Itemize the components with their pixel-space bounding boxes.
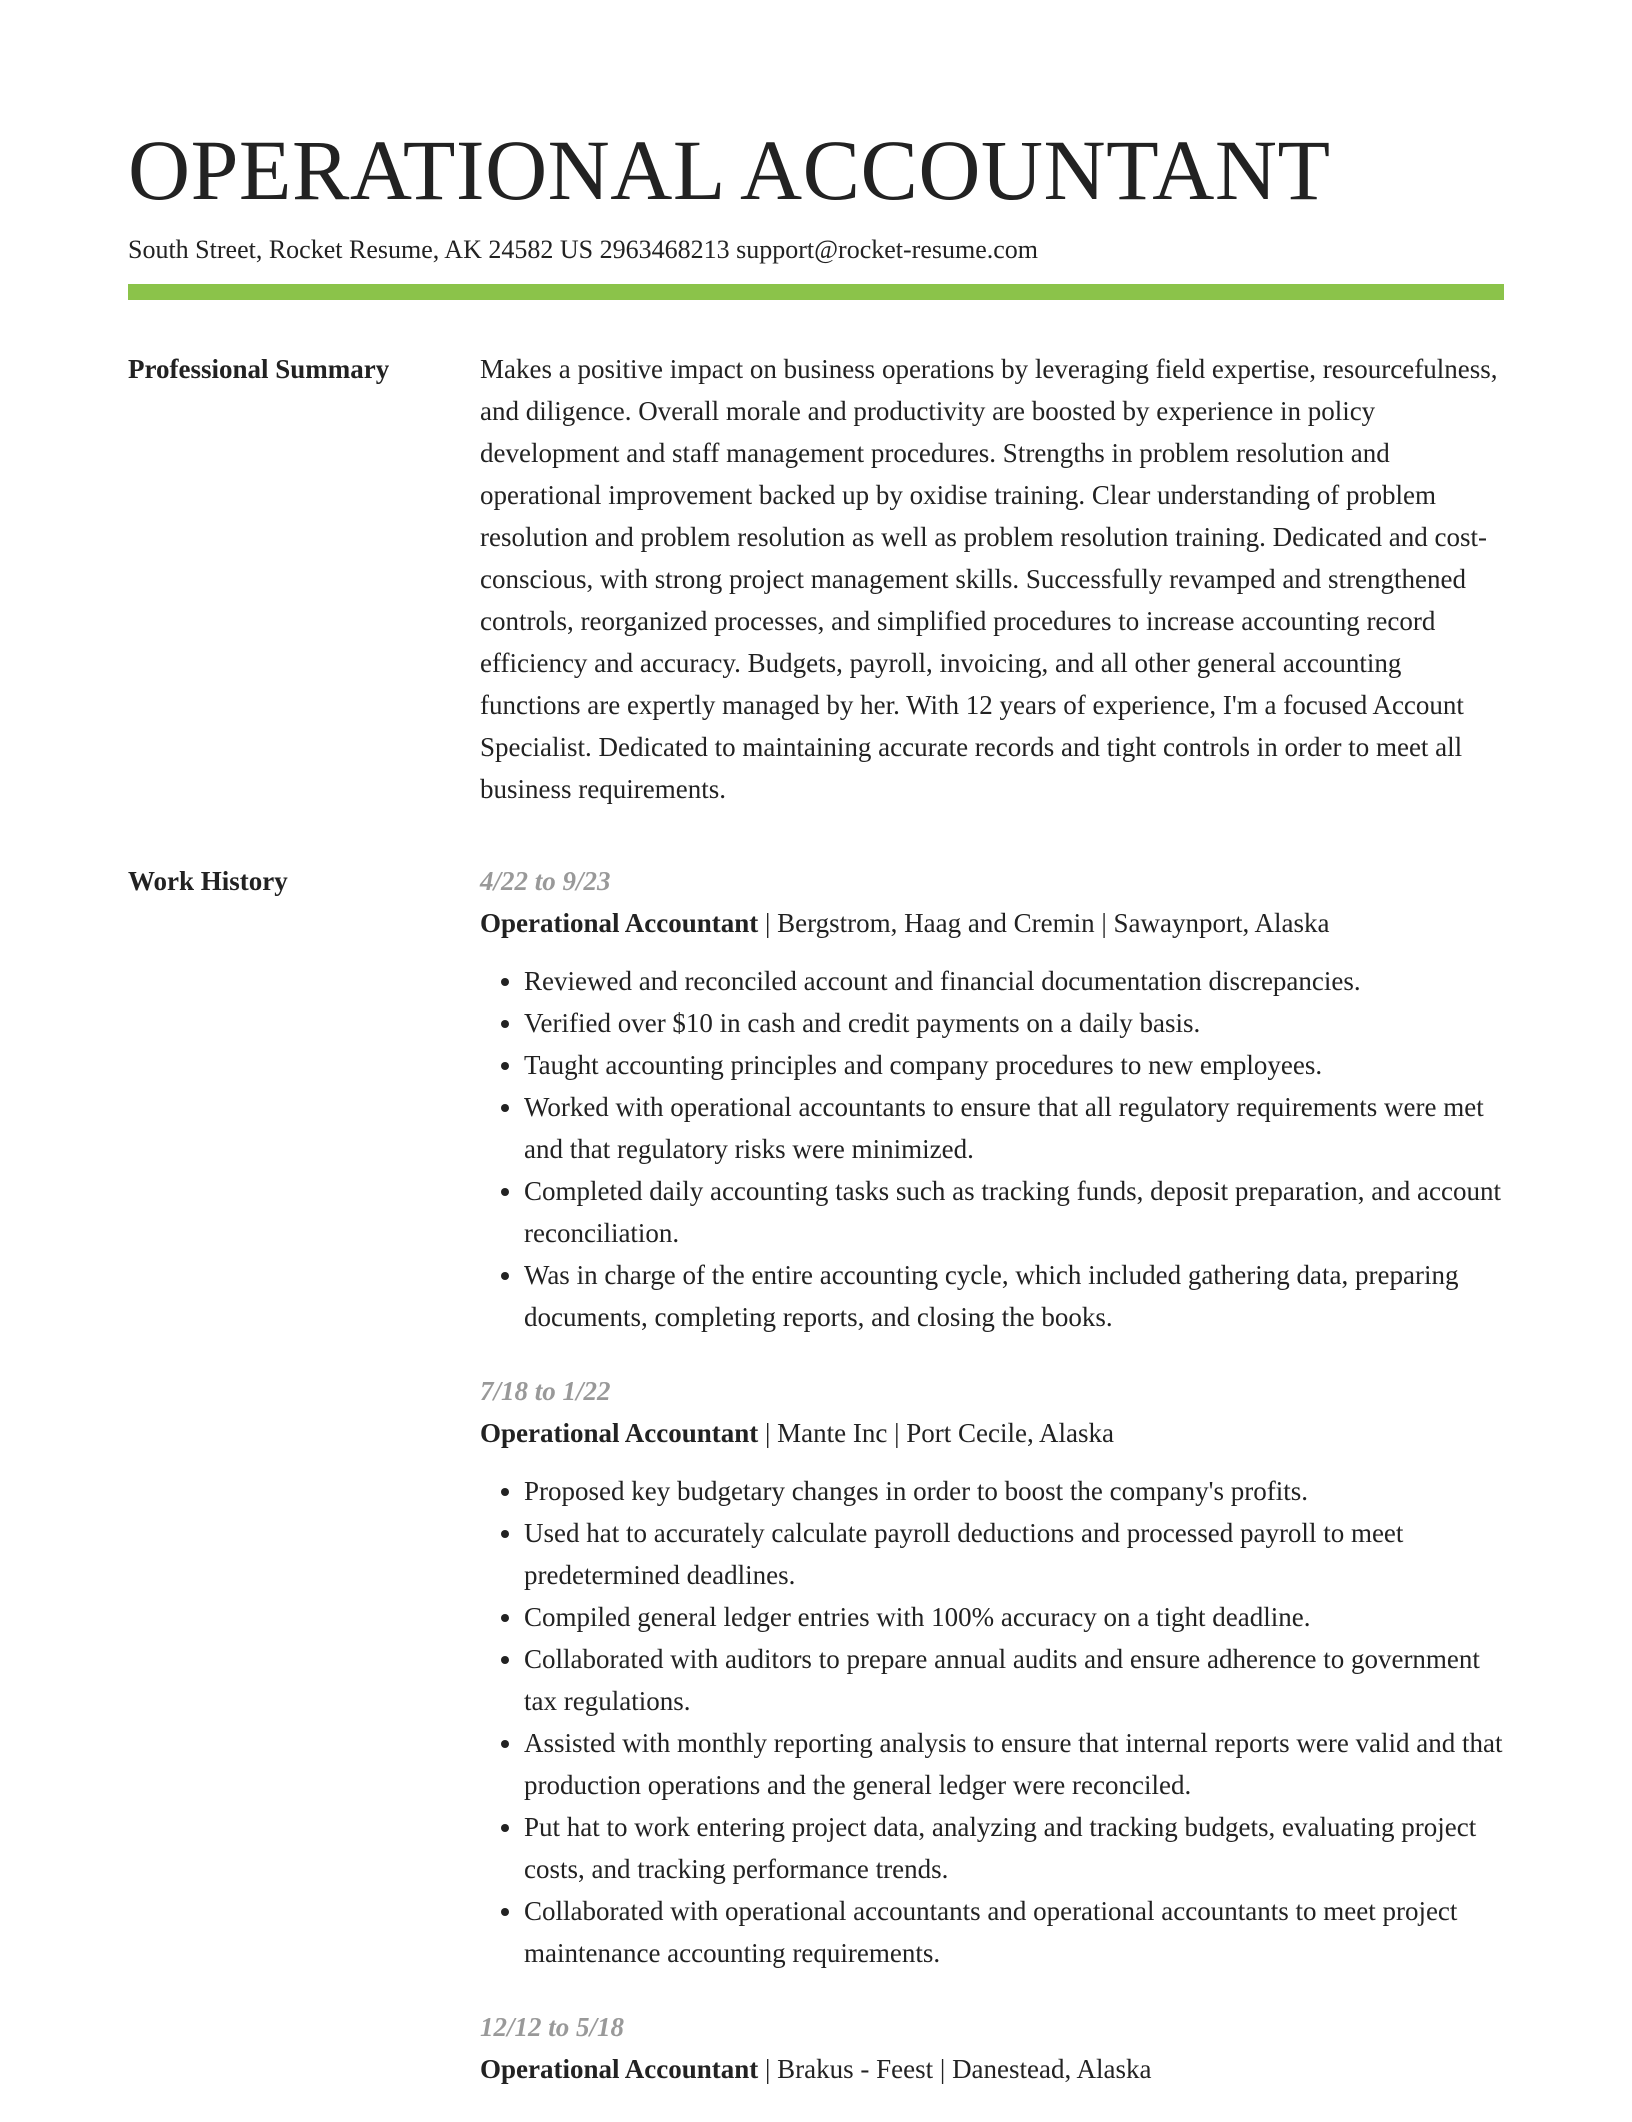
job-separator: | <box>758 1418 778 1448</box>
job-bullet: • Completed daily accounting tasks such as tracking funds, deposit preparation, and account reconciliation. <box>524 1170 1504 1254</box>
resume-page <box>128 120 1504 2122</box>
job-entry <box>480 860 1504 1338</box>
job-bullet: • Assisted with monthly reporting analysis to ensure that internal reports were valid and that production operations and the general ledger were reconciled. <box>524 1722 1504 1806</box>
summary-text: Makes a positive impact on business operations by leveraging field expertise, resourcefulness, and diligence. Overall morale and productivity are boosted by experience in policy development and staff management procedures. Strengths in problem resolution and operational improvement backed up by oxidise training. Clear understanding of problem resolution and problem resolution as well as problem resolution training. Dedicated and cost-conscious, with strong project management skills. Successfully revamped and strengthened controls, reorganized processes, and simplified procedures to increase accounting record efficiency and accuracy. Budgets, payroll, invoicing, and all other general accounting functions are expertly managed by her. With 12 years of experience, I'm a focused Account Specialist. Dedicated to maintaining accurate records and tight controls in order to meet all business requirements. <box>480 354 1498 804</box>
job-bullet: • Collaborated with operational accountants and operational accountants to meet project maintenance accounting requirements. <box>524 1890 1504 1974</box>
job-header-line <box>480 2048 1504 2090</box>
contact-line: South Street, Rocket Resume, AK 24582 US 2963468213 support@rocket-resume.com <box>128 235 1038 264</box>
job-bullet: • Worked with operational accountants to ensure that all regulatory requirements were met and that regulatory risks were minimized. <box>524 1086 1504 1170</box>
work-history-heading: Work History <box>128 866 288 896</box>
job-bullet: • Compiled general ledger entries with 100% accuracy on a tight deadline. <box>524 1596 1504 1638</box>
job-header-line <box>480 902 1504 944</box>
job-separator: | <box>1094 908 1114 938</box>
job-location: Sawaynport, Alaska <box>1113 908 1330 938</box>
job-bullet: • Taught accounting principles and company procedures to new employees. <box>524 1044 1504 1086</box>
job-header-line <box>480 1412 1504 1454</box>
job-bullet: • Reviewed and reconciled account and financial documentation discrepancies. <box>524 960 1504 1002</box>
job-title: Operational Accountant <box>480 1418 759 1448</box>
job-dates: 4/22 to 9/23 <box>480 866 611 896</box>
job-location: Port Cecile, Alaska <box>906 1418 1114 1448</box>
job-company: Brakus - Feest <box>777 2054 934 2084</box>
job-entry <box>480 1370 1504 1974</box>
job-separator: | <box>758 908 778 938</box>
jobs-list <box>480 860 1504 2122</box>
job-separator: | <box>758 2054 778 2084</box>
job-bullet: • Verified over $10 in cash and credit payments on a daily basis. <box>524 1002 1504 1044</box>
job-bullet: • Proposed key budgetary changes in order to boost the company's profits. <box>524 1470 1504 1512</box>
job-separator: | <box>933 2054 953 2084</box>
job-dates: 7/18 to 1/22 <box>480 1376 611 1406</box>
work-history-section <box>128 860 1504 2122</box>
header-divider <box>128 284 1504 300</box>
job-location: Danestead, Alaska <box>952 2054 1152 2084</box>
summary-heading: Professional Summary <box>128 354 390 384</box>
job-company: Bergstrom, Haag and Cremin <box>777 908 1095 938</box>
job-entry <box>480 2006 1504 2090</box>
job-separator: | <box>887 1418 907 1448</box>
job-bullet: • Was in charge of the entire accounting cycle, which included gathering data, preparing documents, completing reports, and closing the books. <box>524 1254 1504 1338</box>
job-bullet: • Used hat to accurately calculate payroll deductions and processed payroll to meet predetermined deadlines. <box>524 1512 1504 1596</box>
resume-title: OPERATIONAL ACCOUNTANT <box>128 122 1331 218</box>
job-bullet: • Put hat to work entering project data, analyzing and tracking budgets, evaluating project costs, and tracking performance trends. <box>524 1806 1504 1890</box>
job-title: Operational Accountant <box>480 908 759 938</box>
job-dates: 12/12 to 5/18 <box>480 2012 625 2042</box>
job-bullet: • Collaborated with auditors to prepare annual audits and ensure adherence to government tax regulations. <box>524 1638 1504 1722</box>
job-bullet-list <box>480 960 1504 1338</box>
job-bullet-list <box>480 1470 1504 1974</box>
summary-section <box>128 348 1504 810</box>
job-company: Mante Inc <box>777 1418 888 1448</box>
job-title: Operational Accountant <box>480 2054 759 2084</box>
